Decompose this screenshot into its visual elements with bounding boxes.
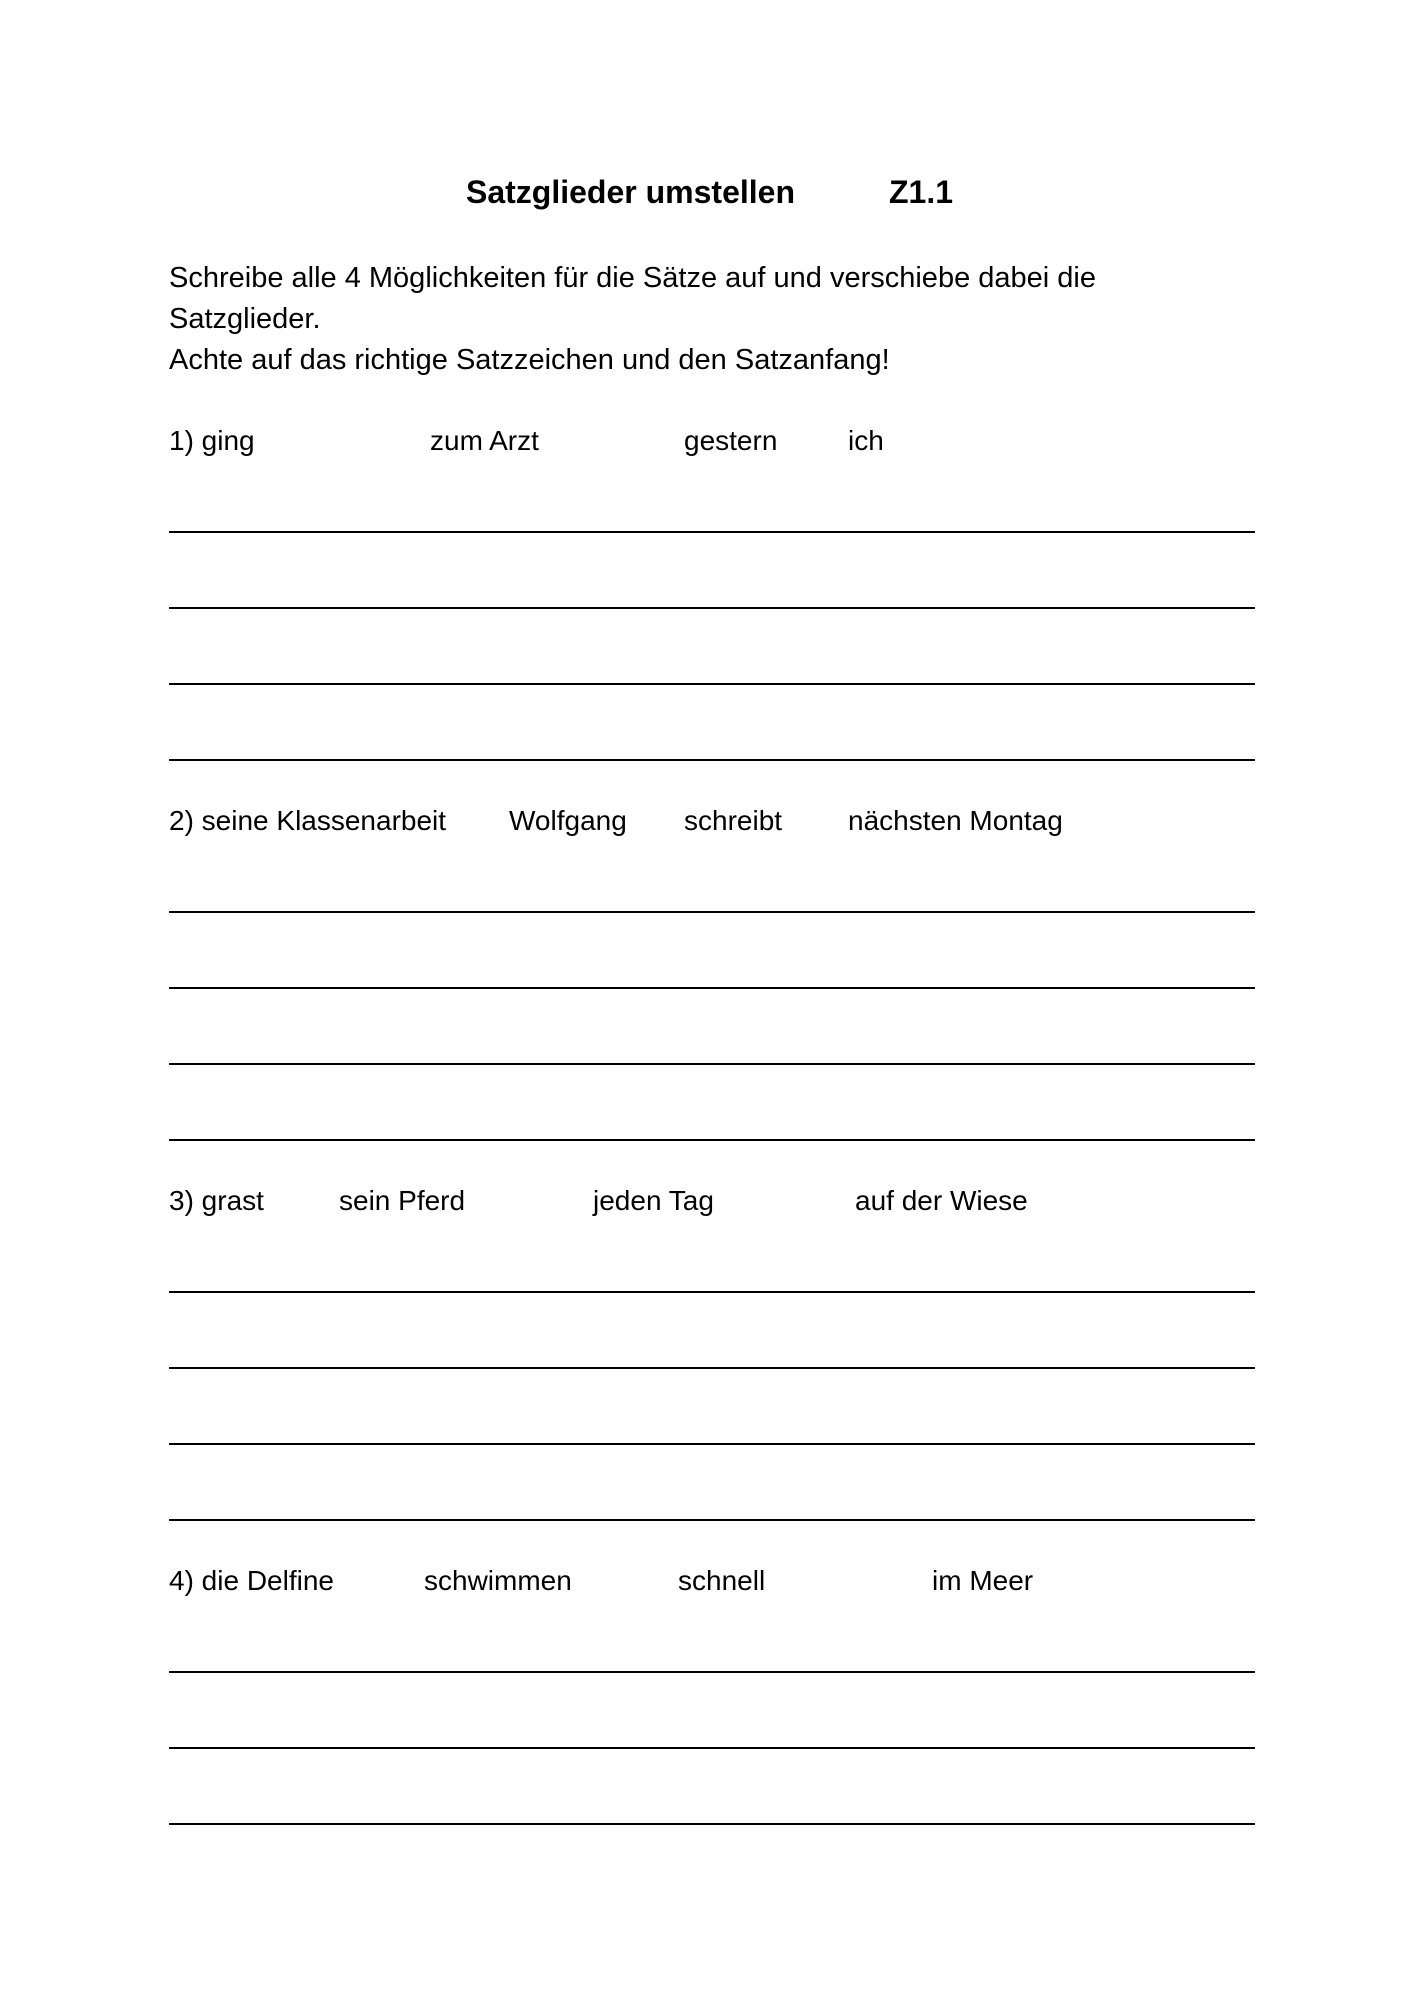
exercise-3-word-1: 3) grast <box>169 1185 264 1216</box>
exercise-1-word-2: zum Arzt <box>430 425 539 456</box>
exercise-3-word-4: auf der Wiese <box>855 1185 1028 1216</box>
exercise-1-word-1: 1) ging <box>169 425 255 456</box>
exercise-1-word-3: gestern <box>684 425 778 456</box>
answer-line[interactable] <box>169 1747 1255 1749</box>
exercise-4-word-2: schwimmen <box>424 1565 572 1596</box>
answer-line[interactable] <box>169 1139 1255 1141</box>
exercise-3-word-2: sein Pferd <box>339 1185 466 1216</box>
exercise-4-word-4: im Meer <box>932 1565 1034 1596</box>
answer-line[interactable] <box>169 683 1255 685</box>
answer-line[interactable] <box>169 1671 1255 1673</box>
answer-line[interactable] <box>169 1519 1255 1521</box>
exercise-2-word-2: Wolfgang <box>509 805 627 836</box>
exercise-4-word-3: schnell <box>678 1565 766 1596</box>
instruction-line-2: Satzglieder. <box>169 303 321 335</box>
answer-line[interactable] <box>169 1063 1255 1065</box>
answer-line[interactable] <box>169 531 1255 533</box>
answer-line[interactable] <box>169 607 1255 609</box>
exercise-4-word-1: 4) die Delfine <box>169 1565 334 1596</box>
exercise-2-word-4: nächsten Montag <box>848 805 1063 836</box>
answer-line[interactable] <box>169 1367 1255 1369</box>
instruction-line-3: Achte auf das richtige Satzzeichen und den Satzanfang! <box>169 344 890 376</box>
exercise-2-word-1: 2) seine Klassenarbeit <box>169 805 447 836</box>
answer-line[interactable] <box>169 1291 1255 1293</box>
worksheet-code: Z1.1 <box>889 174 954 210</box>
instruction-line-1: Schreibe alle 4 Möglichkeiten für die Sätze auf und verschiebe dabei die <box>169 262 1096 294</box>
exercise-1-word-4: ich <box>848 425 884 456</box>
answer-line[interactable] <box>169 759 1255 761</box>
exercise-3-word-3: jeden Tag <box>593 1185 714 1216</box>
worksheet-title: Satzglieder umstellen <box>466 174 795 210</box>
answer-line[interactable] <box>169 1823 1255 1825</box>
answer-line[interactable] <box>169 911 1255 913</box>
exercise-2-word-3: schreibt <box>684 805 783 836</box>
answer-line[interactable] <box>169 987 1255 989</box>
answer-line[interactable] <box>169 1443 1255 1445</box>
